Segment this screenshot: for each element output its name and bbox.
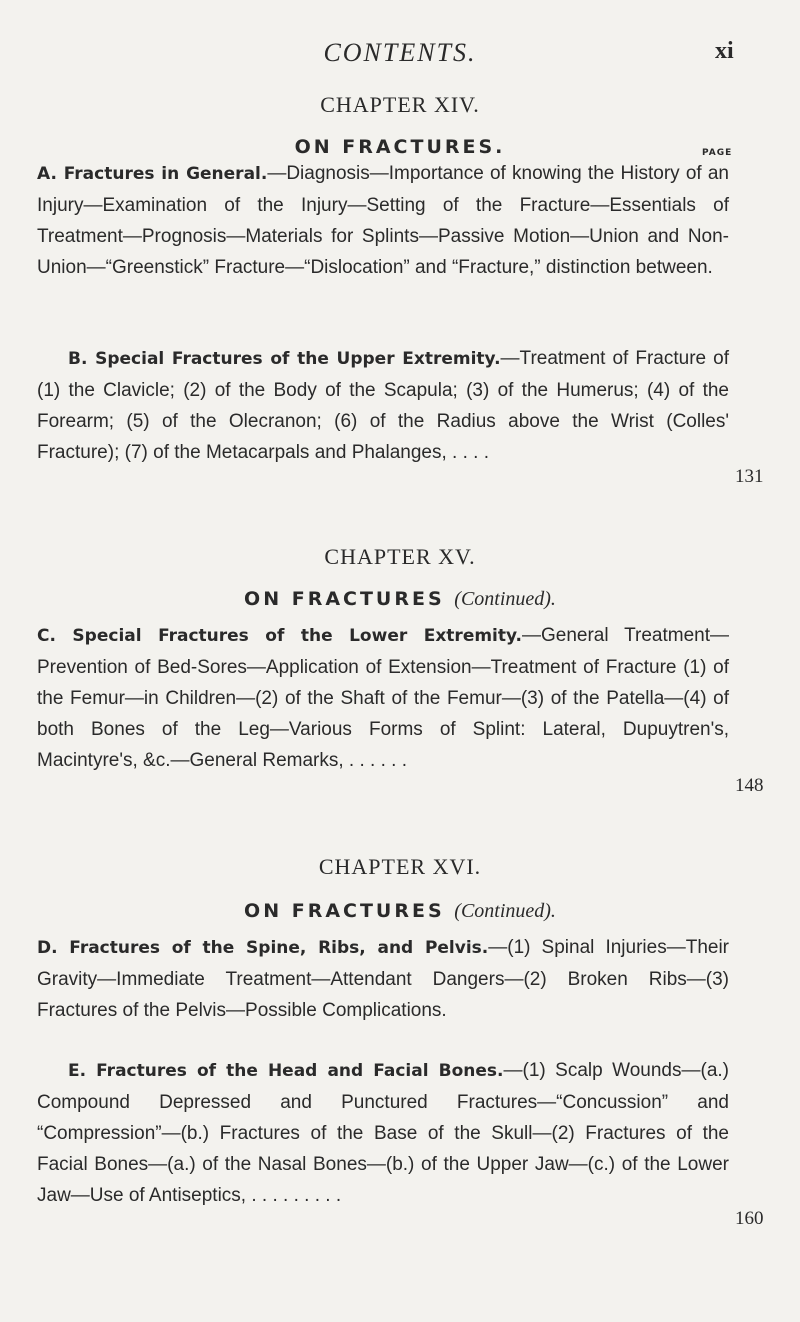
section-text: —Diagnosis—Importance of knowing the History of an Injury—Examination of the Injury—Setting of the Fracture—Essentials of Treatment—Prognosis—Materials for Splints—Passive Motion—Union and Non-Union—“Greenstick” Fracture—“Dislocation” and “Fracture,” distinction between.: [37, 163, 729, 278]
section-heading: C. Special Fractures of the Lower Extremity.: [37, 626, 522, 646]
chapter-subtitle-text: ON FRACTURES: [244, 900, 445, 922]
dot-leader: . . . . . .: [343, 750, 408, 771]
dot-leader: . . . .: [446, 442, 489, 463]
page-column-label: PAGE: [702, 148, 733, 158]
section-text: —General Treatment—Prevention of Bed-Sores—Application of Extension—Treatment of Fracture (1) of the Femur—in Children—(2) of the Shaft of the Femur—(3) of the Patella—(4) of both Bones of the Leg—Various Forms of Splint: Lateral, Dupuytren's, Macintyre's, &c.—General Remarks,: [37, 625, 729, 771]
continued-note: (Continued).: [454, 588, 556, 610]
chapter-subtitle: [0, 136, 800, 158]
chapter-subtitle: [0, 900, 800, 923]
running-head: CONTENTS.: [323, 38, 477, 67]
continued-note: (Continued).: [454, 900, 556, 922]
chapter-subtitle-text: ON FRACTURES.: [294, 136, 506, 158]
chapter-subtitle-text: ON FRACTURES: [244, 588, 445, 610]
page-number: xi: [715, 38, 734, 64]
chapter-title: CHAPTER XIV.: [320, 92, 480, 117]
section-heading: D. Fractures of the Spine, Ribs, and Pelvis.: [37, 938, 489, 958]
entry-page-number: 148: [735, 775, 764, 796]
section-heading: E. Fractures of the Head and Facial Bones.: [68, 1061, 504, 1081]
section-heading: A. Fractures in General.: [37, 164, 268, 184]
section-entry: [37, 1055, 729, 1211]
section-entry: [37, 343, 729, 468]
chapter-title: CHAPTER XVI.: [318, 854, 482, 879]
entry-page-number: 160: [735, 1208, 764, 1229]
section-entry: [37, 158, 729, 283]
section-text: —(1) Scalp Wounds—(a.) Compound Depressed and Punctured Fractures—“Concussion” and “Compression”—(b.) Fractures of the Base of the Skull—(2) Fractures of the Facial Bones—(a.) of the Nasal Bones—(b.) of the Upper Jaw—(c.) of the Lower Jaw—Use of Antiseptics,: [37, 1060, 729, 1206]
section-text: —(1) Spinal Injuries—Their Gravity—Immediate Treatment—Attendant Dangers—(2) Broken Ribs—(3) Fractures of the Pelvis—Possible Complications.: [37, 937, 729, 1021]
chapter-title: CHAPTER XV.: [324, 544, 476, 569]
dot-leader: . . . . . . . . .: [246, 1185, 342, 1206]
entry-page-number: 131: [735, 466, 764, 487]
section-text: —Treatment of Fracture of (1) the Clavicle; (2) of the Body of the Scapula; (3) of the Humerus; (4) of the Forearm; (5) of the Olecranon; (6) of the Radius above the Wrist (Colles' Fracture); (7) of the Metacarpals and Phalanges,: [37, 348, 729, 463]
section-entry: [37, 620, 729, 776]
section-heading: B. Special Fractures of the Upper Extremity.: [68, 349, 501, 369]
chapter-subtitle: [0, 588, 800, 611]
section-entry: [37, 932, 729, 1026]
